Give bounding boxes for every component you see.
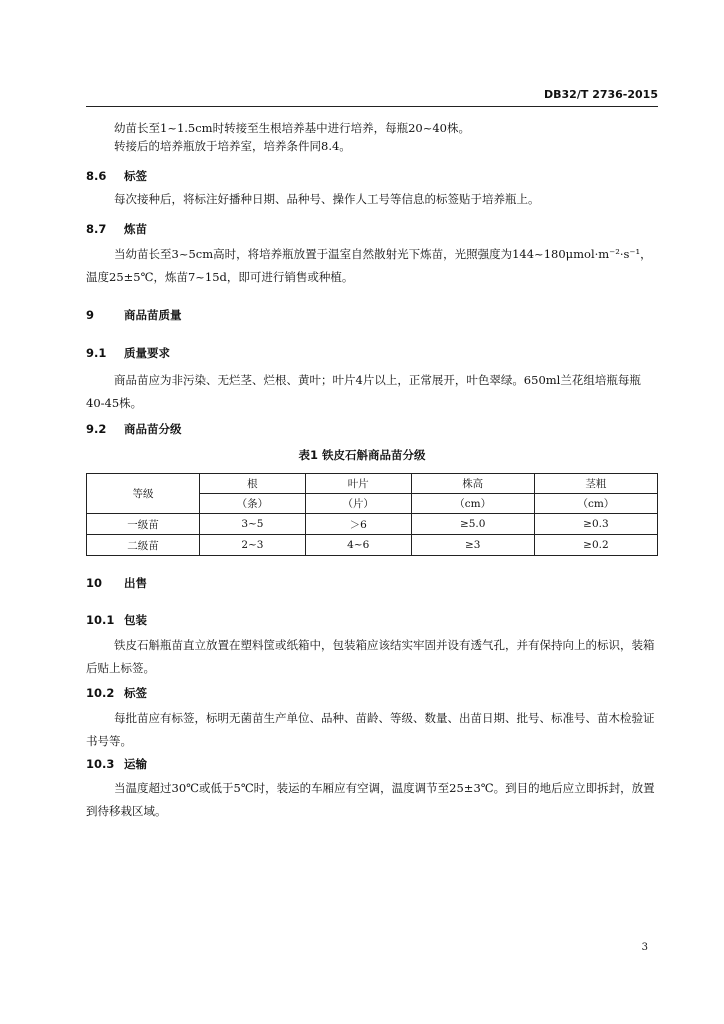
- page-number: 3: [641, 942, 648, 953]
- table-cell: 3~5: [200, 514, 306, 535]
- section-title: 质量要求: [124, 346, 170, 360]
- table-header-grade: 等级: [87, 474, 200, 514]
- paragraph: 幼苗长至1~1.5cm时转接至生根培养基中进行培养，每瓶20~40株。: [114, 121, 470, 135]
- paragraph: 当温度超过30℃或低于5℃时，装运的车厢应有空调，温度调节至25±3℃。到目的地后应立即拆封，放置到待移栽区域。: [86, 781, 655, 818]
- header-rule: [86, 106, 658, 107]
- table-row: [87, 514, 658, 535]
- section-number: 10.3: [86, 757, 115, 771]
- paragraph: 铁皮石斛瓶苗直立放置在塑料筐或纸箱中，包装箱应该结实牢固并设有透气孔，并有保持向上的标识，装箱后贴上标签。: [86, 638, 655, 675]
- table-cell: 4~6: [305, 535, 411, 556]
- table-cell: ＞6: [305, 514, 411, 535]
- table-cell: ≥0.3: [534, 514, 657, 535]
- section-heading-10-2: [86, 685, 147, 701]
- section-number: 9: [86, 308, 95, 322]
- table-cell: ≥3: [411, 535, 534, 556]
- section-heading-8-6: [86, 168, 147, 184]
- section-heading-9-1: [86, 345, 170, 361]
- standard-code: DB32/T 2736-2015: [544, 88, 658, 101]
- section-heading-9-2: [86, 421, 182, 437]
- section-number: 10.2: [86, 686, 115, 700]
- section-title: 包装: [124, 613, 147, 627]
- paragraph: 商品苗应为非污染、无烂茎、烂根、黄叶；叶片4片以上，正常展开，叶色翠绿。650ml兰花组培瓶每瓶40-45株。: [86, 373, 641, 410]
- table-header-stem: 茎粗: [534, 474, 657, 494]
- section-heading-10-3: [86, 756, 147, 772]
- section-heading-10: [86, 575, 147, 591]
- table-cell-grade: 二级苗: [87, 535, 200, 556]
- table-cell: ≥0.2: [534, 535, 657, 556]
- table-header-root: 根: [200, 474, 306, 494]
- table-cell: 2~3: [200, 535, 306, 556]
- table-unit-root: （条）: [200, 494, 306, 514]
- section-number: 8.7: [86, 222, 107, 236]
- section-heading-8-7: [86, 221, 147, 237]
- table-unit-stem: （cm）: [534, 494, 657, 514]
- paragraph: 每次接种后，将标注好播种日期、品种号、操作人工号等信息的标签贴于培养瓶上。: [114, 192, 540, 206]
- section-number: 10.1: [86, 613, 115, 627]
- section-heading-10-1: [86, 612, 147, 628]
- table-cell: ≥5.0: [411, 514, 534, 535]
- table-row: [87, 535, 658, 556]
- section-title: 运输: [124, 757, 147, 771]
- section-number: 8.6: [86, 169, 107, 183]
- section-title: 商品苗分级: [124, 422, 182, 436]
- table-title: 表1 铁皮石斛商品苗分级: [298, 448, 426, 462]
- table-header-height: 株高: [411, 474, 534, 494]
- paragraph: 转接后的培养瓶放于培养室，培养条件同8.4。: [114, 139, 351, 153]
- section-number: 9.2: [86, 422, 107, 436]
- table-cell-grade: 一级苗: [87, 514, 200, 535]
- paragraph: 当幼苗长至3~5cm高时，将培养瓶放置于温室自然散射光下炼苗，光照强度为144~180μmol·m⁻²·s⁻¹，温度25±5℃，炼苗7~15d，即可进行销售或种植。: [86, 247, 652, 284]
- section-title: 出售: [124, 576, 147, 590]
- section-number: 9.1: [86, 346, 107, 360]
- section-title: 标签: [124, 169, 147, 183]
- section-heading-9: [86, 307, 182, 323]
- section-title: 标签: [124, 686, 147, 700]
- grading-table: [86, 473, 658, 556]
- table-unit-leaf: （片）: [305, 494, 411, 514]
- section-number: 10: [86, 576, 103, 590]
- table-header-leaf: 叶片: [305, 474, 411, 494]
- paragraph: 每批苗应有标签，标明无菌苗生产单位、品种、苗龄、等级、数量、出苗日期、批号、标准号、苗木检验证书号等。: [86, 711, 655, 748]
- section-title: 炼苗: [124, 222, 147, 236]
- section-title: 商品苗质量: [124, 308, 182, 322]
- table-unit-height: （cm）: [411, 494, 534, 514]
